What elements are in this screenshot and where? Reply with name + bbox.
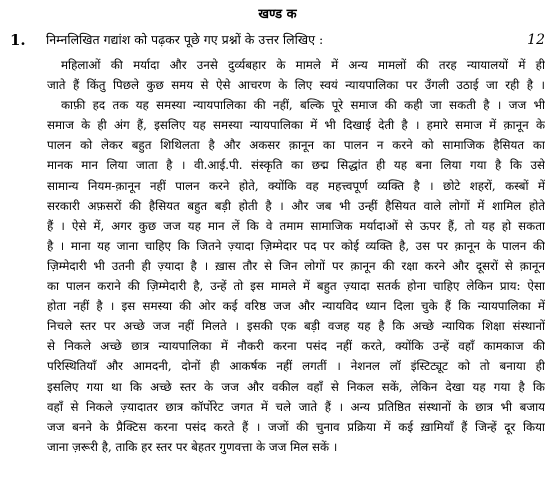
section-title: खण्ड क [258,7,297,22]
passage-line: सरकारी अफ़सरों की हैसियत बहुत बड़ी होती है । और जब भी उन्हीं हैसियत वाले लोगों में शामिल होते [47,198,545,213]
passage-line: निचले स्तर पर अच्छे जज नहीं मिलते । इसकी एक बड़ी वजह यह है कि अच्छे न्यायिक शिक्षा संस्थानों [47,319,545,334]
passage-line: मानक मान लिया जाता है । वी.आई.पी. संस्कृति का छद्म सिद्धांत ही यह बना लिया गया है कि उसे [47,158,545,173]
passage-line: पालन को लेकर बहुत शिथिलता है और अकसर क़ानून का पालन न करने को सामाजिक हैसियत का [47,138,545,153]
passage-line: होता नहीं है । इस समस्या की ओर कई वरिष्ठ जज और न्यायविद ध्यान दिला चुके हैं कि न्यायपालिका में [47,299,545,314]
passage-line: समाज के ही अंग हैं, इसलिए यह समस्या न्यायपालिका में भी दिखाई देती है । हमारे समाज में क़ानून के [47,118,545,133]
passage-line: जाना ज़रूरी है, ताकि हर स्तर पर बेहतर गुणवत्ता के जज मिल सकें । [47,439,338,454]
passage-line: परिस्थितियाँ और आमदनी, दोनों ही आकर्षक नहीं लगतीं । नेशनल लॉ इंस्टिट्यूट को तो बनाया ही [47,359,545,374]
passage-line: काफ़ी हद तक यह समस्या न्यायपालिका की नहीं, बल्कि पूरे समाज की कही जा सकती है । जज भी [61,98,545,113]
passage-line: है । माना यह जाना चाहिए कि जितने ज़्यादा ज़िम्मेदार पद पर कोई व्यक्ति है, उस पर क़ानून के पालन की [47,238,545,253]
passage-line: सामान्य नियम-क़ानून नहीं पालन करने होते, क्योंकि वह महत्त्वपूर्ण व्यक्ति है । छोटे शहरों, कस्बों में [47,178,545,193]
passage-line: हैं । ऐसे में, अगर कुछ जज यह मान लें कि वे तमाम सामाजिक मर्यादाओं से ऊपर हैं, तो यह हो सकता [47,218,545,233]
question-instruction: निम्नलिखित गद्यांश को पढ़कर पूछे गए प्रश्नों के उत्तर लिखिए : [46,32,324,47]
passage-line: इसलिए गया था कि अच्छे स्तर के जज और वकील वहाँ से निकल सकें, लेकिन देखा यह गया है कि [47,379,545,394]
passage-line: का पालन कराने की ज़िम्मेदारी है, उन्हें तो इस मामले में बहुत ज़्यादा सतर्क होना चाहिए लेकिन प्राय: ऐसा [47,279,545,294]
passage-line: जज बनने के प्रैक्टिस करना पसंद करते हैं । जजों की चुनाव प्रक्रिया में कई ख़ामियाँ हैं जिन्हें दूर किया [47,419,545,434]
passage-line: जाते हैं किंतु पिछले कुछ समय से ऐसे आचरण के लिए स्वयं न्यायपालिका पर उँगली उठाई जा रही है । [47,78,545,93]
passage-line: ज़िम्मेदारी भी उतनी ही ज़्यादा है । ख़ास तौर से जिन लोगों पर क़ानून की रक्षा करने और दूसरों से क़ानून [47,258,545,273]
passage-line: से निकले अच्छे छात्र न्यायपालिका में नौकरी करना पसंद नहीं करते, क्योंकि उन्हें वहाँ कामकाज की [47,339,545,354]
passage-line: वहाँ से निकले ज़्यादातर छात्र कॉर्पोरेट जगत में चले जाते हैं । अन्य प्रतिष्ठित संस्थानों के छात्र भी बजाय [47,399,545,414]
question-number: 1. [10,31,26,49]
passage [47,55,545,457]
passage-line: महिलाओं की मर्यादा और उनसे दुर्व्यबहार के मामले में अन्य मामलों की तरह न्यायालयों में ही [61,58,545,72]
question-marks: 12 [527,32,545,48]
